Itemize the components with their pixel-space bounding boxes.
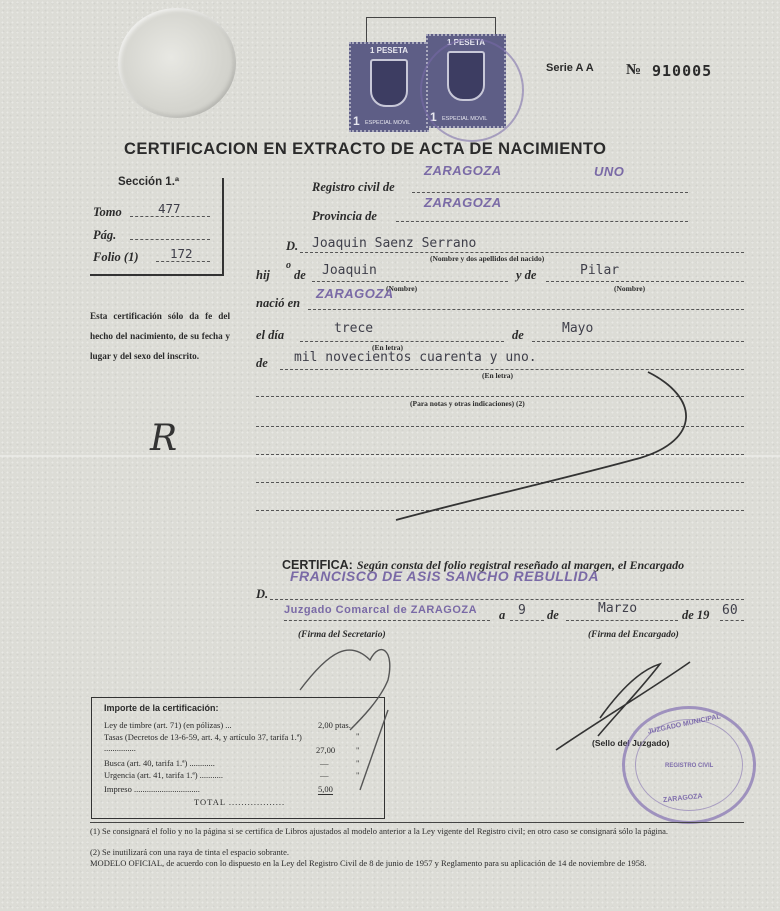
cert-dia-value: 9 — [518, 603, 526, 618]
stamp-corner: 1 — [353, 114, 360, 128]
seal-bottom-text: ZARAGOZA — [662, 792, 703, 805]
nacio-label: nació en — [256, 296, 301, 310]
hijo-label: hij — [256, 268, 270, 282]
ditto-mark: " — [356, 770, 360, 780]
stamp-corner: 1 — [430, 110, 437, 124]
fee-label: Impreso ............................... — [104, 784, 200, 794]
seal-inner-text: REGISTRO CIVIL — [665, 763, 714, 769]
handwritten-initial: R — [150, 418, 178, 459]
fee-label: Urgencia (art. 41, tarifa 1.ª) ........... — [104, 770, 224, 780]
nacido-name: Joaquin Saenz Serrano — [312, 236, 477, 251]
registro-value: ZARAGOZA — [424, 163, 502, 178]
fee-value: 2,00 ptas. — [318, 720, 351, 730]
stamp-inscription: ESPECIAL MOVIL — [365, 120, 411, 126]
side-note: Esta certificación sólo da fe del hecho del nacimiento, de su fecha y lugar y del sexo del inscrito. — [90, 311, 230, 361]
cancel-stroke — [396, 372, 686, 520]
de-mes-label: de — [512, 328, 524, 342]
fee-label: Ley de timbre (art. 71) (en pólizas) ... — [104, 720, 232, 730]
cert-mes-value: Marzo — [598, 601, 638, 616]
encargado-signature — [556, 662, 690, 750]
footnote-modelo: MODELO OFICIAL, de acuerdo con lo dispuesto en la Ley del Registro Civil de 8 de junio de 1957 y Reglamento para su aplicación de 14 de noviembre de 1958. — [90, 858, 647, 868]
dia-value: trece — [334, 321, 374, 336]
d-label: D. — [286, 239, 299, 253]
cert-de2-label: de 19 — [682, 608, 710, 622]
nacido-caption: (Nombre y dos apellidos del nacido) — [430, 254, 545, 263]
de-label: de — [294, 268, 306, 282]
stamp-inscription: ESPECIAL MOVIL — [442, 116, 488, 122]
seal-outer-text: JUZGADO MUNICIPAL — [647, 713, 722, 736]
mes-value: Mayo — [562, 321, 594, 336]
lugar-value: Juzgado Comarcal de ZARAGOZA — [284, 604, 478, 616]
y-de-label: y de — [516, 268, 537, 282]
serial-number: 910005 — [652, 62, 713, 80]
number-prefix: № — [626, 62, 642, 78]
footnote-1: (1) Se consignará el folio y no la página si se certifica de Libros ajustados al modelo anterior a la Ley vigente del Registro civil; en otro caso se consignará sólo la página. — [90, 826, 669, 836]
page-title: CERTIFICACION EN EXTRACTO DE ACTA DE NACIMIENTO — [124, 140, 607, 158]
firma-secretario-caption: (Firma del Secretario) — [298, 630, 386, 640]
de-anio-label: de — [256, 356, 268, 370]
provincia-value: ZARAGOZA — [424, 195, 502, 210]
fees-title: Importe de la certificación: — [104, 703, 219, 713]
certifica-label: CERTIFICA: — [282, 558, 353, 572]
secretario-signature — [360, 710, 388, 790]
certifica-text: Según consta del folio registral reseñado al margen, el Encargado — [356, 558, 685, 572]
ditto-mark: " — [356, 731, 360, 741]
stamp-label: 1 PESETA — [446, 38, 486, 47]
provincia-label: Provincia de — [312, 209, 377, 223]
registro-value-suffix: UNO — [594, 164, 625, 179]
cert-de1-label: de — [547, 608, 559, 622]
a-label: a — [499, 608, 506, 622]
ditto-mark: " — [356, 758, 360, 768]
mother-name: Pilar — [580, 263, 620, 278]
nacio-value: ZARAGOZA — [316, 286, 394, 301]
certifica-d-label: D. — [256, 587, 269, 601]
father-name: Joaquin — [322, 263, 377, 278]
firma-encargado-caption: (Firma del Encargado) — [588, 630, 679, 640]
registro-label: Registro civil de — [312, 180, 395, 194]
tomo-label: Tomo — [93, 205, 122, 219]
mother-caption: (Nombre) — [614, 284, 646, 293]
father-caption: (Nombre) — [386, 284, 418, 293]
tomo-value: 477 — [158, 201, 181, 216]
stamp-label: 1 PESETA — [369, 46, 409, 55]
sello-caption: (Sello del Juzgado) — [592, 738, 670, 748]
pag-label: Pág. — [93, 228, 117, 242]
hijo-suffix: o — [286, 260, 291, 271]
fee-label: Busca (art. 40, tarifa 1.ª) ............ — [104, 758, 215, 768]
fee-label: Tasas (Decretos de 13-6-59, art. 4, y artículo 37, tarifa 1.ª) ............... — [104, 732, 302, 754]
fee-value: — — [320, 758, 329, 768]
notas-caption: (Para notas y otras indicaciones) (2) — [410, 399, 525, 408]
anio-caption: (En letra) — [482, 371, 514, 380]
dia-caption: (En letra) — [372, 343, 404, 352]
ditto-mark: " — [356, 745, 360, 755]
anio-value: mil novecientos cuarenta y uno. — [294, 350, 537, 365]
folio-value: 172 — [170, 246, 193, 261]
fee-value: 5,00 — [318, 784, 333, 794]
fee-total-label: TOTAL .................. — [194, 797, 286, 807]
cert-anio-value: 60 — [722, 603, 738, 618]
folio-label: Folio (1) — [93, 250, 139, 264]
fee-value: — — [320, 770, 329, 780]
serie-label: Serie A A — [546, 62, 594, 74]
footnote-2: (2) Se inutilizará con una raya de tinta el espacio sobrante. — [90, 847, 289, 857]
secretario-signature — [300, 650, 390, 730]
seccion-title: Sección 1.ª — [118, 176, 180, 188]
dia-label: el día — [256, 328, 285, 342]
fee-value: 27,00 — [316, 745, 336, 755]
encargado-name: FRANCISCO DE ASIS SANCHO REBULLIDA — [290, 568, 599, 584]
